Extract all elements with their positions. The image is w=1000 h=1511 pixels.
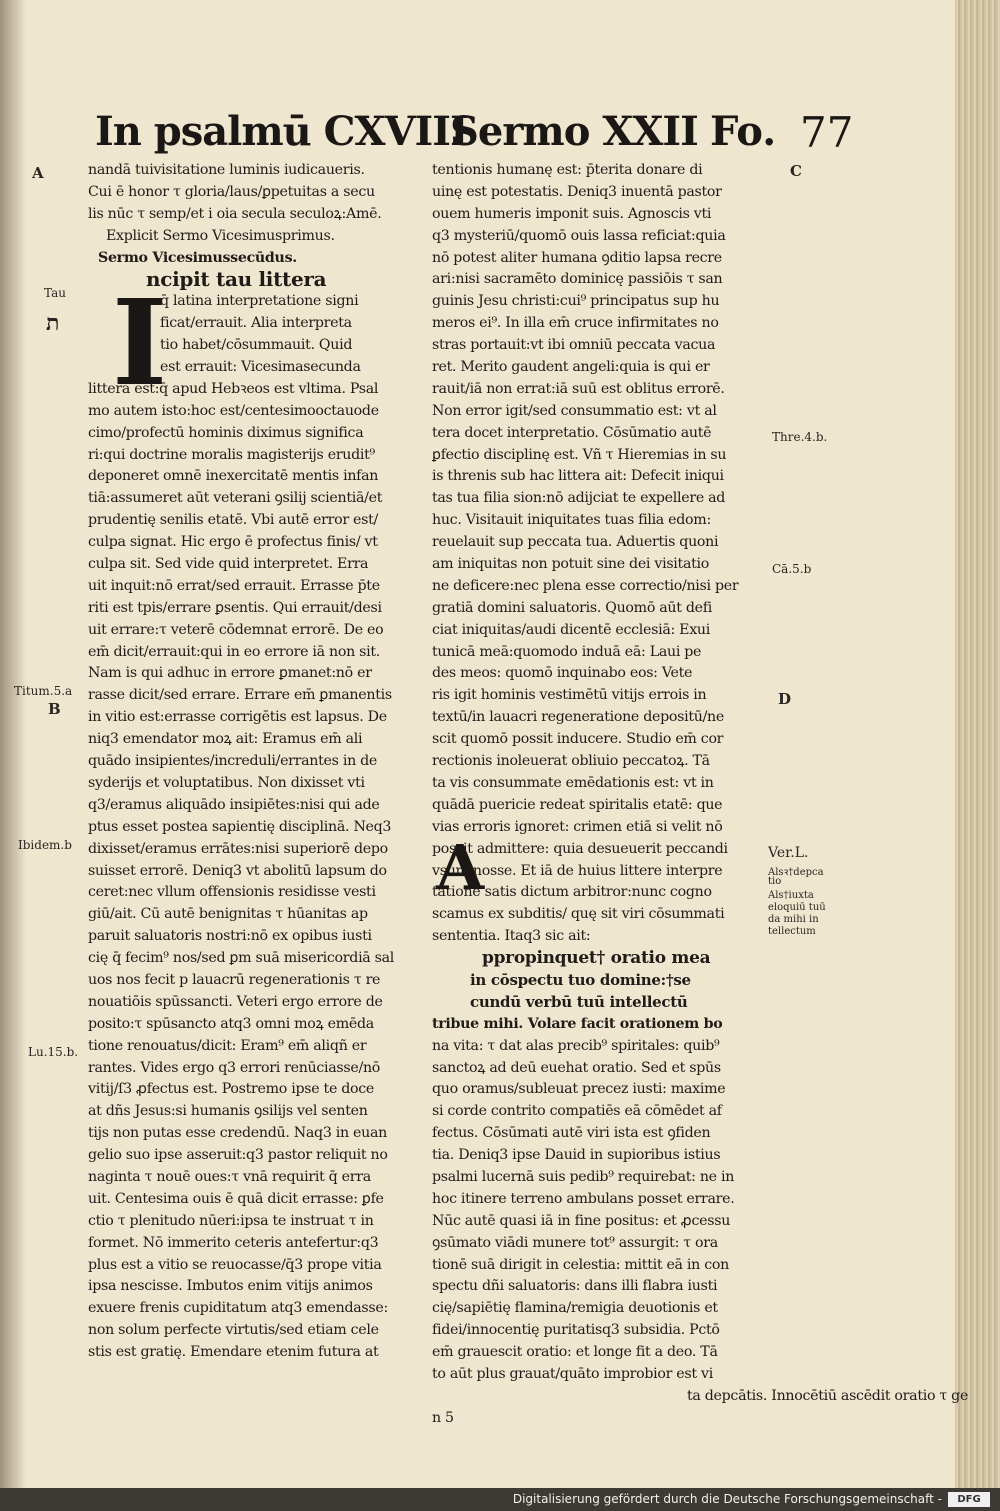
margin-note-ibidem: Ibidem.b: [18, 838, 72, 852]
text-line: ctio τ plenitudo nūeri:ipsa te instruat τ in: [88, 1212, 374, 1229]
text-line: q3 mysteriū/quomō ouis lassa reficiat:quia: [432, 227, 726, 244]
text-line: stis est gratię. Emendare etenim futura at: [88, 1344, 379, 1361]
text-line: spectu dñi saluatoris: dans illi flabra iusti: [432, 1278, 718, 1295]
margin-note-alt2: tio: [768, 876, 782, 887]
text-line: possit admittere: quia desueuerit peccandi: [432, 840, 728, 857]
margin-note-tau: Tau: [44, 286, 66, 300]
text-line: na vita: τ dat alas precib⁹ spiritales: quib⁹: [432, 1037, 720, 1054]
text-line: est errauit: Vicesimasecunda: [160, 359, 361, 376]
text-line: tijs non putas esse credendū. Naq3 in euan: [88, 1125, 387, 1142]
dfg-logo: DFG: [948, 1492, 990, 1507]
text-line: stras portauit:vt ibi omniū peccata vacua: [432, 337, 716, 354]
text-line: culpa sit. Sed vide quid interpretet. Erra: [88, 556, 369, 573]
text-line: syderijs et voluptatibus. Non dixisset vti: [88, 774, 365, 791]
text-line: nō potest aliter humana ꝯditio lapsa recre: [432, 249, 722, 266]
text-line: giū/ait. Cū autē benignitas τ hūanitas ap: [88, 906, 368, 923]
text-line: ppropinquet† oratio mea: [482, 948, 711, 969]
text-line: Explicit Sermo Vicesimusprimus.: [106, 227, 335, 244]
text-line: ta depcātis. Innocētiū ascēdit oratio τ ge: [687, 1387, 969, 1404]
text-line: vsum nosse. Et iā de huius littere interpre: [432, 862, 723, 879]
text-line: uit errare:τ veterē cōdemnat errorē. De eo: [88, 621, 384, 638]
text-line: huc. Visitauit iniquitates tuas filia edom:: [432, 512, 711, 529]
margin-note-alt5: da mihi in: [768, 914, 819, 925]
text-line: sanctoꝝ ad deū euehat oratio. Sed et spūs: [432, 1059, 721, 1076]
text-line: sententia. Itaq3 sic ait:: [432, 928, 591, 945]
text-line: tentionis humanę est: p̄terita donare di: [432, 162, 703, 178]
text-line: textū/in lauacri regeneratione depositū/ne: [432, 709, 724, 726]
text-line: Sermo Vicesimussecūdus.: [98, 249, 297, 266]
text-line: Nūc autē quasi iā in fine positus: et ꝓcessu: [432, 1212, 731, 1229]
text-line: tribue mihi. Volare facit orationem bo: [432, 1015, 723, 1032]
text-line: vias erroris ignoret: crimen etiā si velit nō: [432, 818, 723, 835]
text-line: rasse dicit/sed errare. Errare em̄ ꝑmanentis: [88, 687, 392, 704]
margin-note-alt4: eloquiū tuū: [768, 902, 826, 913]
text-line: tiā:assumeret aūt veterani ꝯsilij scientiā/et: [88, 490, 383, 507]
gutter-shadow: [0, 0, 26, 1488]
margin-marker-d: D: [778, 690, 792, 708]
margin-note-alt3: Als†iuxta: [768, 890, 814, 901]
text-line: posito:τ spūsancto atq3 omni moꝝ emēda: [88, 1015, 374, 1032]
text-line: rauit/iā non errat:iā suū est oblitus errorē.: [432, 380, 725, 397]
text-line: niq3 emendator moꝝ ait: Eramus em̄ ali: [88, 731, 363, 748]
text-line: suisset errorē. Deniq3 vt abolitū lapsum do: [88, 862, 387, 879]
text-line: psalmi lucernā suis pedib⁹ requirebat: ne in: [432, 1168, 735, 1185]
text-line: mo autem isto:hoc est/centesimooctauode: [88, 402, 379, 419]
text-line: ari:nisi sacramēto dominicę passiōis τ san: [432, 271, 723, 288]
text-line: scit quomō possit inducere. Studio em̄ cor: [432, 731, 724, 748]
text-line: cimo/profectū hominis diximus significa: [88, 424, 364, 441]
text-line: guinis Jesu christi:cui⁹ principatus sup hu: [432, 293, 720, 310]
text-line: plus est a vitio se reuocasse/q̄3 prope vitia: [88, 1256, 382, 1273]
text-line: quādo insipientes/increduli/errantes in de: [88, 753, 377, 770]
text-line: in vitio est:errasse corrigētis est lapsus. De: [88, 709, 387, 726]
text-line: tera docet interpretatio. Cōsūmatio autē: [432, 424, 712, 441]
text-line: ris igit hominis vestimētū vitijs errois in: [432, 687, 707, 704]
text-line: ceret:nec vllum offensionis residisse vesti: [88, 884, 376, 901]
text-line: si corde contrito compatiēs eā cōmēdet af: [432, 1103, 722, 1120]
text-line: ouem humeris imponit suis. Agnoscis vti: [432, 205, 712, 222]
text-line: tatione satis dictum arbitror:nunc cogno: [432, 884, 712, 901]
text-line: tio habet/cōsummauit. Quid: [160, 337, 353, 354]
text-line: ꝑfectio disciplinę est. Vñ τ Hieremias in su: [432, 446, 727, 463]
text-line: ta vis consummate emēdationis est: vt in: [432, 774, 714, 791]
text-line: em̄ grauescit oratio: et longe fit a deo. Tā: [432, 1344, 718, 1361]
margin-note-alt1: Alsꝛ†depca: [768, 867, 824, 878]
text-line: ptus esset postea sapientię disciplinā. Neq3: [88, 818, 392, 835]
text-line: ciat iniquitas/audi dicentē ecclesiā: Exui: [432, 621, 710, 638]
text-line: gratiā domini saluatoris. Quomō aūt defi: [432, 599, 712, 616]
initial-letter-a: A: [436, 831, 485, 904]
text-line: tia. Deniq3 ipse Dauid in supioribus istius: [432, 1147, 721, 1164]
header-title: In psalmū CXVIII: [95, 108, 468, 155]
text-line: Non error igit/sed consummatio est: vt al: [432, 402, 717, 419]
margin-note-alt6: tellectum: [768, 926, 816, 937]
footer-bar: [0, 1488, 1000, 1511]
text-line: prudentię senilis etatē. Vbi autē error est/: [88, 512, 378, 529]
text-line: uit inquit:nō errat/sed errauit. Errasse p̄te: [88, 577, 380, 594]
text-line: formet. Nō immerito ceteris antefertur:q3: [88, 1234, 379, 1251]
text-line: ret. Merito gaudent angeli:quia is qui er: [432, 359, 710, 376]
text-line: vitij/ſ3 ꝓfectus est. Postremo ipse te doce: [88, 1081, 375, 1098]
header-folio-label: Fo.: [710, 108, 777, 155]
margin-marker-b: B: [48, 700, 61, 718]
text-line: uos nos fecit p lauacrū regenerationis τ re: [88, 971, 381, 988]
text-line: n 5: [432, 1409, 454, 1426]
text-line: rantes. Vides ergo q3 errori renūciasse/nō: [88, 1059, 381, 1076]
margin-note-lu: Lu.15.b.: [28, 1045, 79, 1059]
header-sermo: Sermo XXII: [450, 108, 698, 155]
text-line: in cōspectu tuo domine:†se: [470, 970, 691, 989]
text-line: ficat/errauit. Alia interpreta: [160, 315, 352, 332]
text-line: deponeret omnē inexercitatē mentis infan: [88, 468, 379, 485]
text-line: quādā puericie redeat spiritalis etatē: que: [432, 796, 723, 813]
text-line: uinę est potestatis. Deniq3 inuentā pastor: [432, 183, 722, 200]
text-line: Cui ē honor τ gloria/laus/ꝑpetuitas a secu: [88, 183, 375, 200]
text-line: quo oramus/subleuat precez iusti: maxime: [432, 1081, 726, 1098]
text-line: dixisset/eramus errātes:nisi superiorē depo: [88, 840, 388, 857]
text-line: reuelauit sup peccata tua. Aduertis quoni: [432, 534, 719, 551]
initial-letter-i: I: [112, 273, 168, 412]
running-header: [95, 108, 865, 160]
text-line: des meos: quomō inquinabo eos: Vete: [432, 665, 693, 682]
text-line: uit. Centesima ouis ē quā dicit errasse: ꝑfe: [88, 1190, 384, 1207]
text-line: cundū verbū tuū intellectū: [470, 992, 688, 1011]
text-line: nandā tuivisitatione luminis iudicaueris.: [88, 162, 365, 178]
text-line: ncipit tau littera: [146, 267, 327, 292]
text-line: cię/sapiētię flamina/remigia deuotionis et: [432, 1300, 718, 1317]
text-line: tionē suā dirigit in celestia: mittit eā in con: [432, 1256, 729, 1273]
page-edge: [955, 0, 1000, 1488]
text-line: Nam is qui adhuc in errore ꝑmanet:nō er: [88, 665, 372, 682]
margin-note-can: Cā.5.b: [772, 562, 812, 576]
text-line: gelio suo ipse asseruit:q3 pastor reliquit no: [88, 1147, 388, 1164]
text-line: cię q̄ fecim⁹ nos/sed ꝑm suā misericordiā sal: [88, 950, 395, 967]
margin-note-tau-letter: ת: [46, 310, 60, 336]
folio-number: 77: [800, 108, 854, 157]
text-line: paruit saluatoris nostri:nō ex opibus iusti: [88, 928, 372, 945]
text-line: fectus. Cōsūmati autē viri ista est ꝯfiden: [432, 1125, 711, 1142]
text-line: lis nūc τ semp/et i oia secula seculoꝝ:Amē.: [88, 205, 382, 222]
text-line: to aūt plus grauat/quāto improbior est vi: [432, 1365, 713, 1382]
text-line: littera est:q̄ apud Hebꝛeos est vltima. Psal: [88, 380, 379, 397]
text-line: am iniquitas non potuit sine dei visitatio: [432, 556, 709, 573]
text-line: ꝯsūmato viādi munere tot⁹ assurgit: τ ora: [432, 1234, 718, 1251]
text-line: meros ei⁹. In illa em̄ cruce infirmitates no: [432, 315, 719, 332]
margin-marker-c: C: [790, 162, 802, 180]
text-line: q̄ latina interpretatione signi: [160, 293, 359, 310]
text-line: is threnis sub hac littera ait: Defecit iniqui: [432, 468, 724, 485]
text-line: tione renouatus/dicit: Eram⁹ em̄ aliqñ er: [88, 1037, 367, 1054]
margin-marker-a: A: [32, 164, 44, 182]
text-line: tunicā meā:quomodo induā eā: Laui pe: [432, 643, 702, 660]
margin-note-thre: Thre.4.b.: [772, 430, 828, 444]
text-line: naginta τ nouē oues:τ vnā requirit q̄ erra: [88, 1168, 371, 1185]
text-line: nouatiōis spūssancti. Veteri ergo errore de: [88, 993, 383, 1010]
text-line: riti est tpis/errare ꝑsentis. Qui errauit/desi: [88, 599, 382, 616]
text-line: scamus ex subditis/ quę sit viri cōsummati: [432, 906, 725, 923]
footer-text: Digitalisierung gefördert durch die Deutsche Forschungsgemeinschaft -: [512, 1492, 942, 1506]
text-line: non solum perfecte virtutis/sed etiam cele: [88, 1322, 379, 1339]
text-line: q3/eramus aliquādo insipiētes:nisi qui ade: [88, 796, 380, 813]
text-line: ri:qui doctrine moralis magisterijs erudit⁹: [88, 446, 375, 463]
text-line: rectionis inoleuerat obliuio peccatoꝝ. Tā: [432, 753, 710, 770]
text-line: hoc itinere terreno ambulans posset errare.: [432, 1190, 735, 1207]
text-line: ipsa nescisse. Imbutos enim vitijs animos: [88, 1278, 373, 1295]
text-line: at dñs Jesus:si humanis ꝯsilijs vel senten: [88, 1103, 368, 1120]
text-line: culpa signat. Hic ergo ē profectus finis/ vt: [88, 534, 378, 551]
margin-note-ver: Ver.L.: [768, 845, 809, 861]
text-line: ne deficere:nec plena esse correctio/nisi per: [432, 577, 739, 594]
text-line: fidei/innocentię puritatisq3 subsidia. Pctō: [432, 1322, 720, 1339]
text-line: em̄ dicit/errauit:qui in eo errore iā non sit.: [88, 643, 380, 660]
text-line: exuere frenis cupiditatum atq3 emendasse:: [88, 1300, 388, 1317]
margin-note-titum: Titum.5.a: [14, 684, 73, 698]
text-line: tas tua filia sion:nō adijciat te expellere ad: [432, 490, 726, 507]
